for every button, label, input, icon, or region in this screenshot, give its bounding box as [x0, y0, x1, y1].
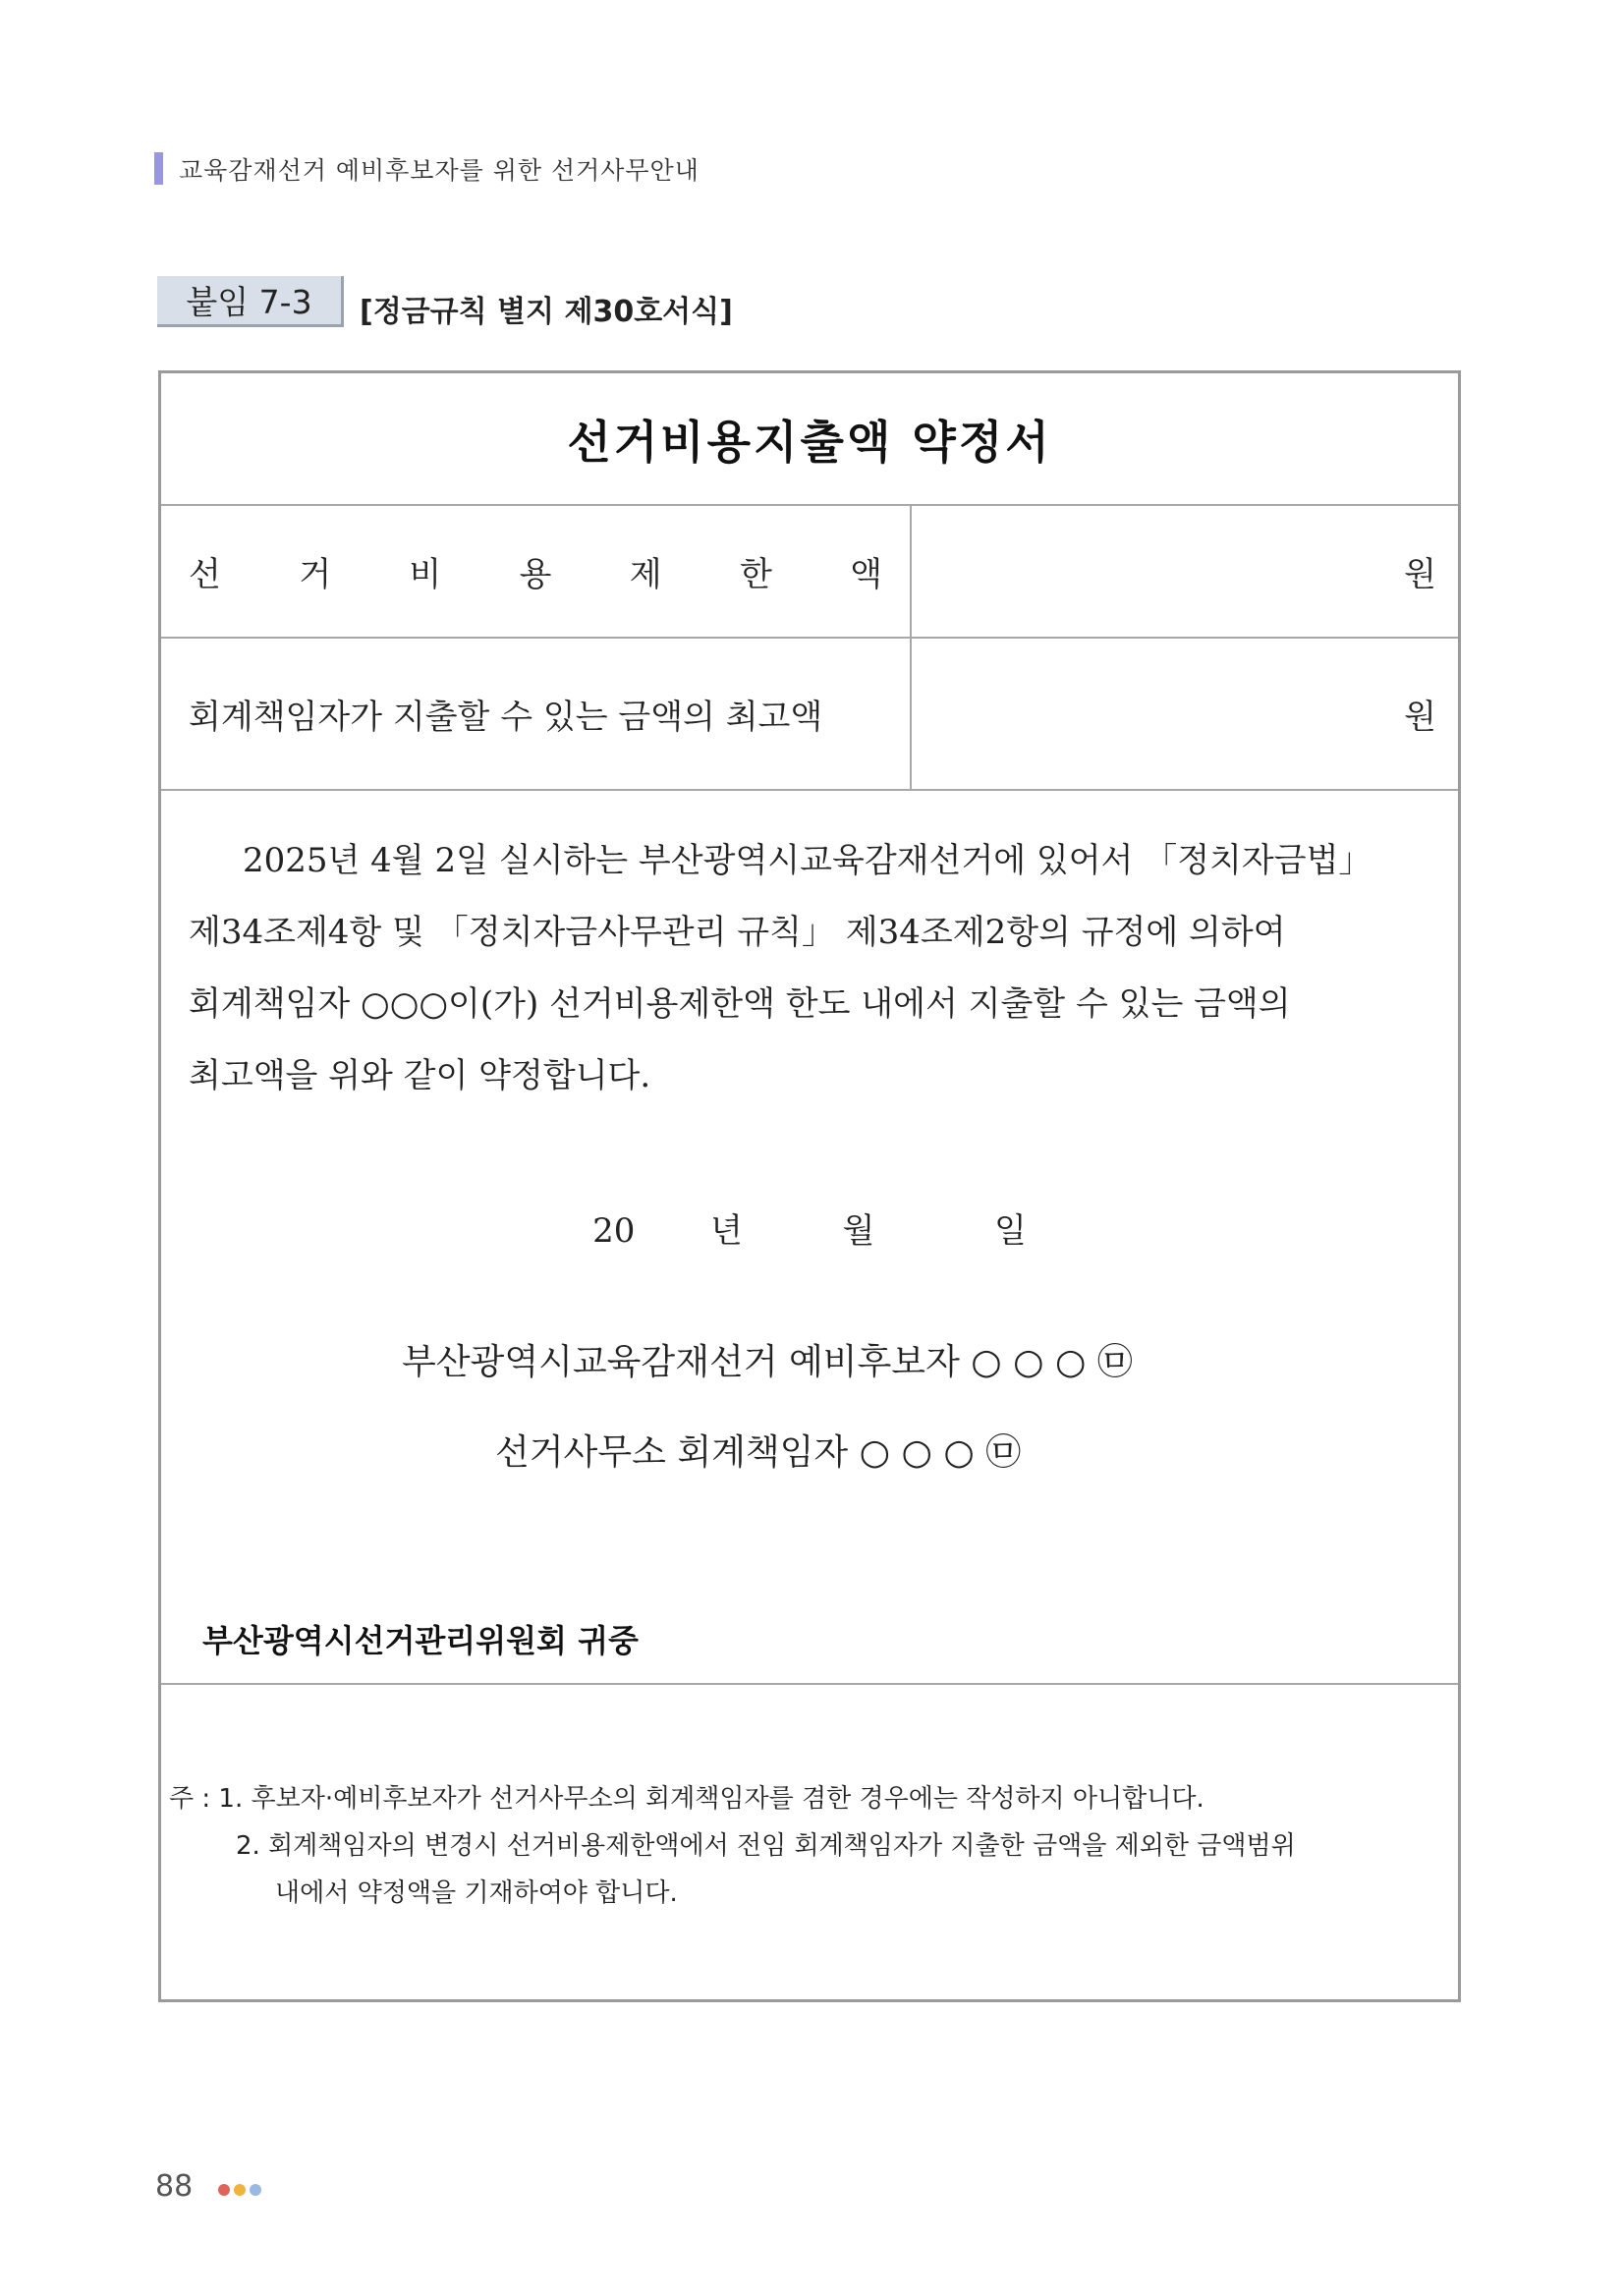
- page-dot: [218, 2184, 230, 2196]
- election-expense-limit-value[interactable]: [912, 506, 1458, 637]
- label-char: 액: [850, 555, 882, 594]
- body-line: 최고액을 위와 같이 약정합니다.: [189, 1056, 651, 1095]
- election-expense-limit-row: [161, 506, 1458, 639]
- body-line: 제34조제4항 및 「정치자금사무관리 규칙」 제34조제2항의 규정에 의하여: [189, 913, 1286, 952]
- label-char: 용: [519, 555, 552, 594]
- note-2: 2. 회계책임자의 변경시 선거비용제한액에서 전임 회계책임자가 지출한 금액을 제외한 금액범위: [236, 1831, 1296, 1861]
- page-number: 88: [155, 2169, 194, 2204]
- agreement-body: [189, 825, 1428, 1112]
- election-expense-limit-label: [161, 506, 912, 637]
- notes-divider: [161, 1683, 1458, 1685]
- accountant-signature: 선거사무소 회계책임자 ○ ○ ○ ㉤: [495, 1432, 1022, 1473]
- max-amount-label: 회계책임자가 지출할 수 있는 금액의 최고액: [161, 639, 912, 789]
- max-amount-row: [161, 639, 1458, 791]
- running-header: 교육감재선거 예비후보자를 위한 선거사무안내: [179, 156, 700, 185]
- month-label: 월: [842, 1211, 875, 1251]
- max-amount-value[interactable]: [912, 639, 1458, 789]
- page-dot: [250, 2184, 261, 2196]
- attachment-subtitle: [정금규칙 별지 제30호서식]: [360, 295, 733, 329]
- form-title: 선거비용지출액 약정서: [567, 415, 1052, 469]
- attachment-label: 붙임 7-3: [157, 276, 344, 327]
- date-line: [161, 1204, 1458, 1252]
- body-line: 회계책임자 ○○○이(가) 선거비용제한액 한도 내에서 지출할 수 있는 금액의: [189, 984, 1291, 1024]
- header-accent-bar: [154, 152, 163, 185]
- note-2-continued: 내에서 약정액을 기재하여야 합니다.: [275, 1878, 678, 1908]
- label-char: 선: [189, 555, 221, 594]
- form-box: [158, 370, 1461, 2002]
- label-char: 거: [299, 555, 332, 594]
- year-prefix: 20: [592, 1211, 636, 1251]
- page-dot: [234, 2184, 246, 2196]
- candidate-signature: 부산광역시교육감재선거 예비후보자 ○ ○ ○ ㉤: [402, 1342, 1133, 1382]
- currency-unit: 원: [1404, 555, 1436, 594]
- body-line: 2025년 4월 2일 실시하는 부산광역시교육감재선거에 있어서 「정치자금법」: [243, 841, 1372, 880]
- form-title-row: [161, 373, 1458, 506]
- label-char: 한: [739, 555, 772, 594]
- label-char: 제: [629, 555, 662, 594]
- addressee: 부산광역시선거관리위원회 귀중: [202, 1622, 639, 1659]
- label-char: 비: [409, 555, 442, 594]
- currency-unit: 원: [1404, 698, 1436, 737]
- year-label: 년: [710, 1211, 743, 1251]
- day-label: 일: [994, 1211, 1027, 1251]
- note-1: 주 : 1. 후보자·예비후보자가 선거사무소의 회계책임자를 겸한 경우에는 작성하지 아니합니다.: [169, 1784, 1204, 1814]
